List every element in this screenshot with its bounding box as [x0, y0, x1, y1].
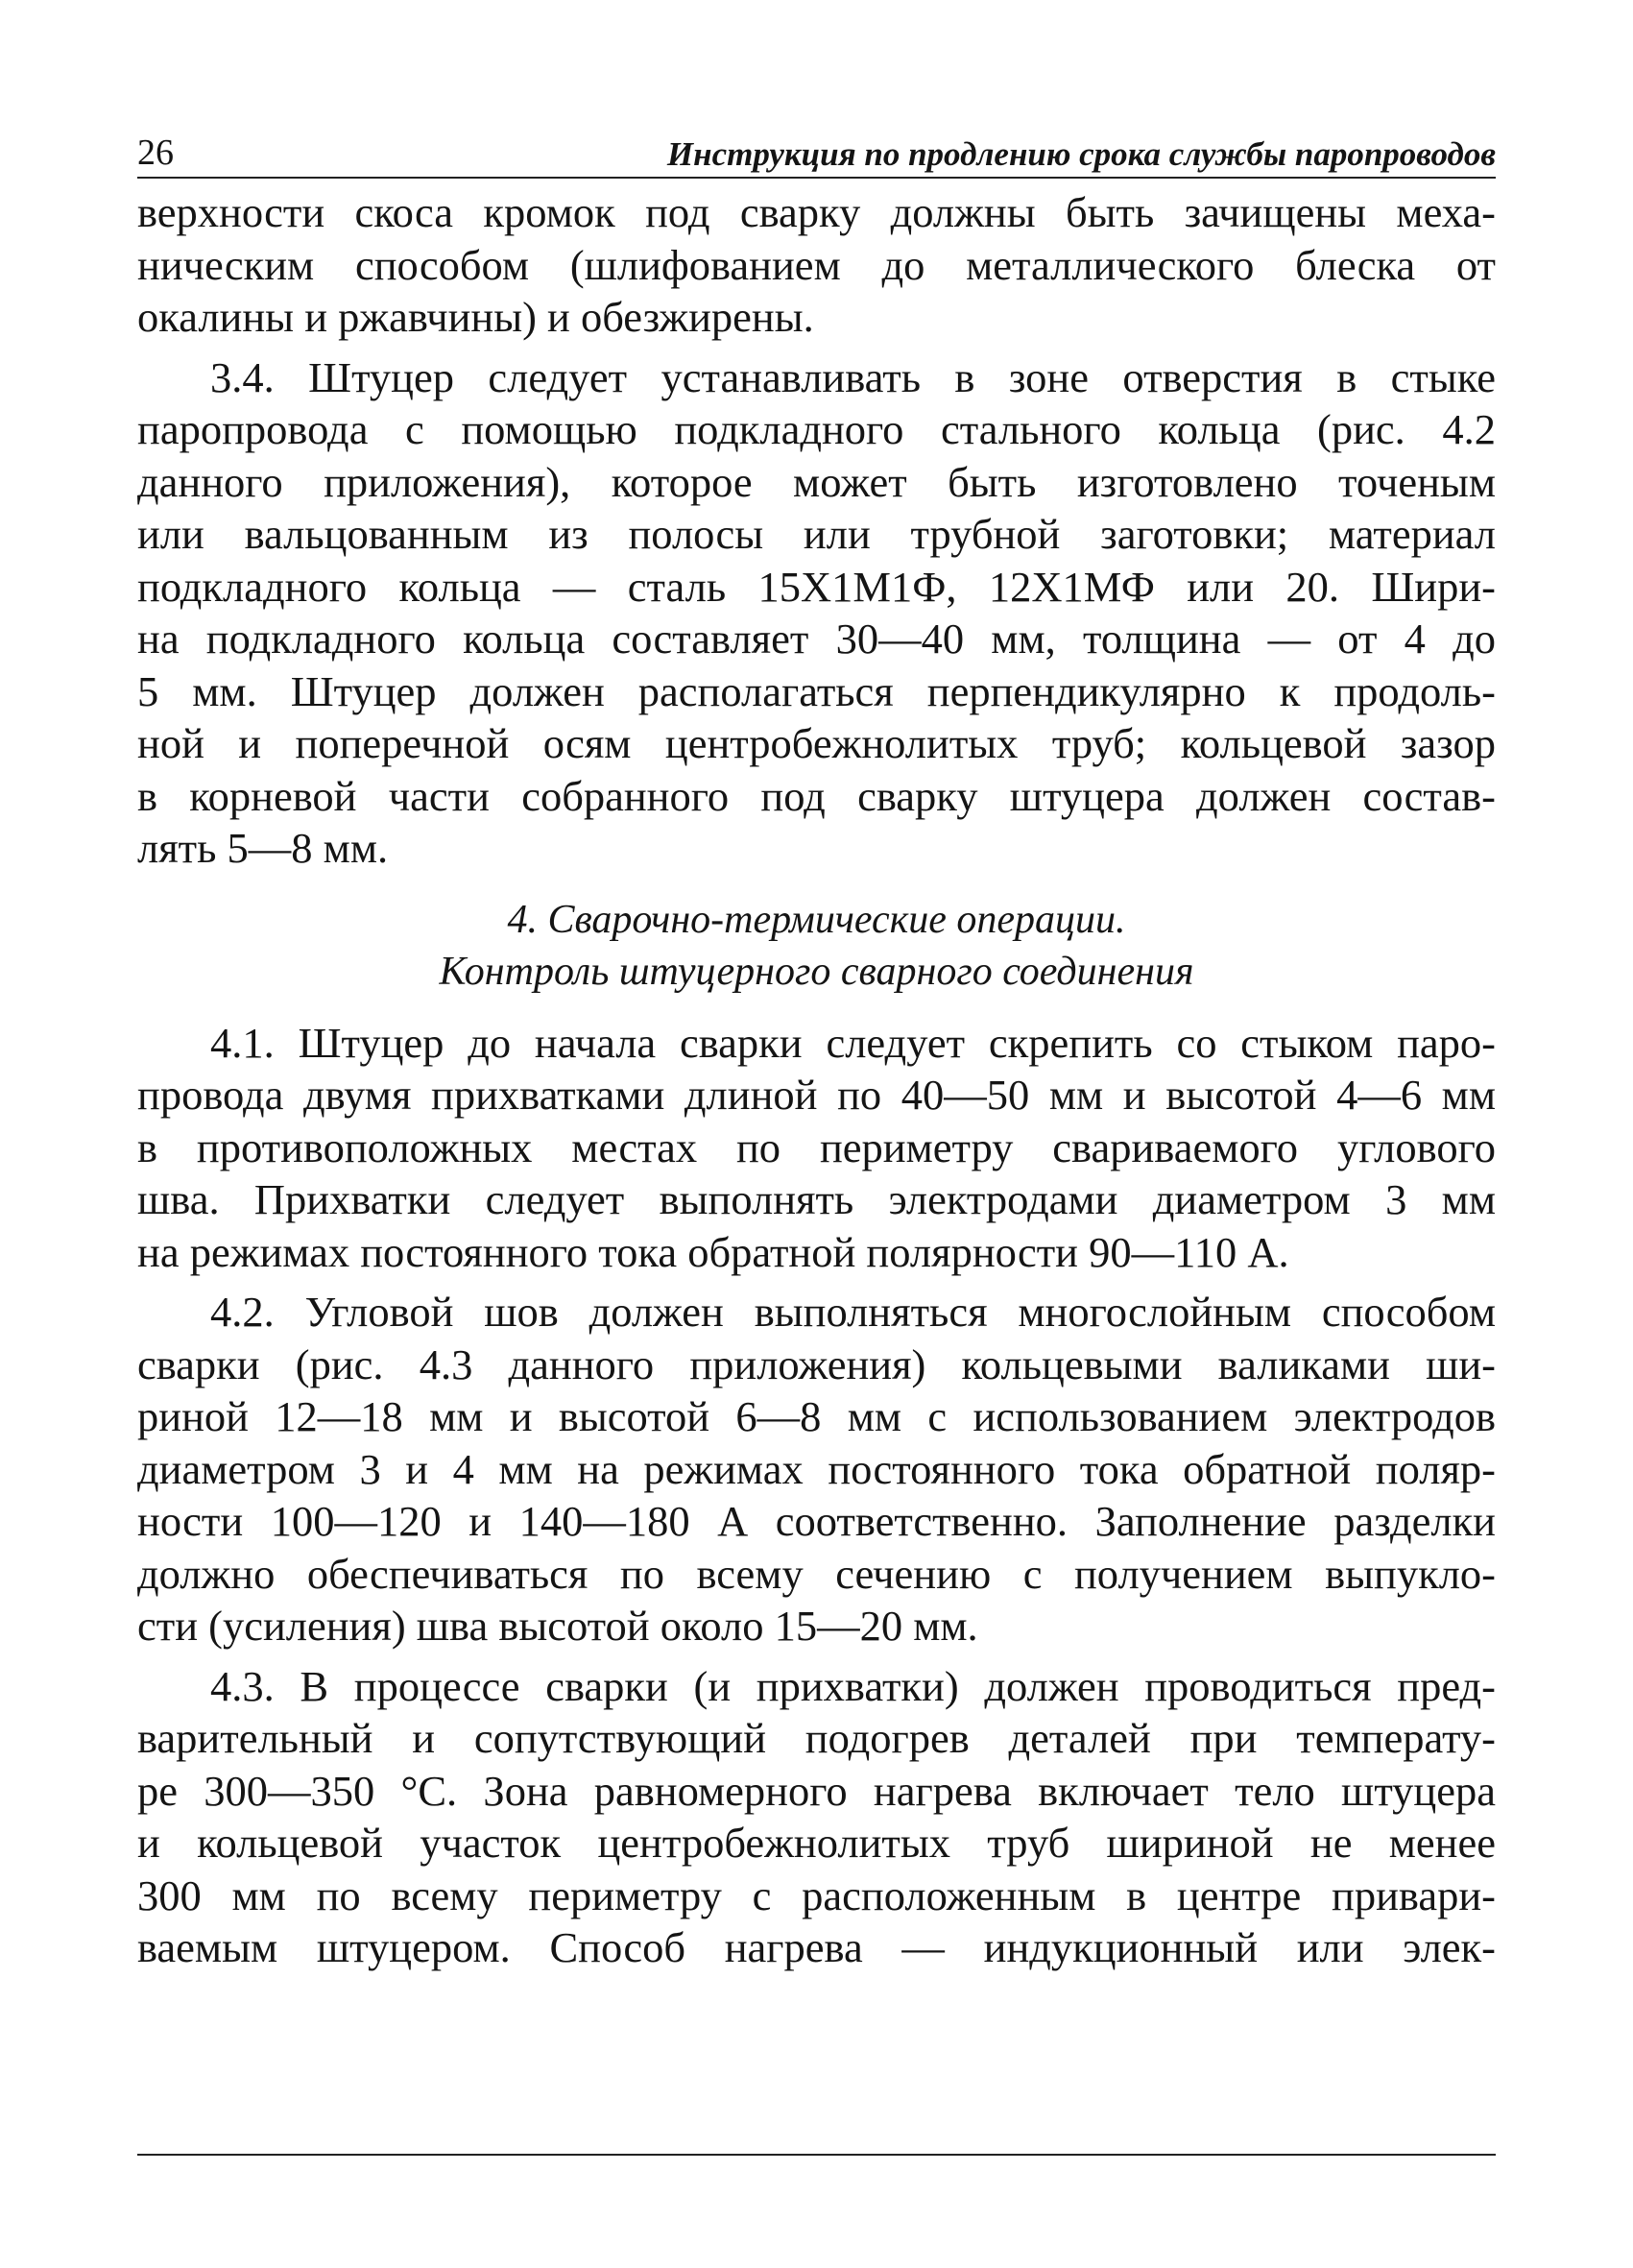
text-line: верхности скоса кромок под сварку должны быть зачищены меха-: [137, 188, 1496, 236]
page-header: [137, 123, 1496, 177]
text-line: окалины и ржавчины) и обезжирены.: [137, 293, 814, 341]
section-heading-line-2: Контроль штуцерного сварного соединения: [439, 949, 1194, 994]
text-line: или вальцованным из полосы или трубной заготовки; материал: [137, 510, 1496, 558]
paragraph-continuation: [137, 186, 1496, 344]
text-line: 4.2. Угловой шов должен выполняться многослойным способом: [210, 1288, 1496, 1336]
text-line: и кольцевой участок центробежнолитых труб шириной не менее: [137, 1819, 1496, 1867]
paragraph-4-3: [137, 1660, 1496, 1974]
text-line: 5 мм. Штуцер должен располагаться перпендикулярно к продоль-: [137, 666, 1496, 715]
text-line: на режимах постоянного тока обратной полярности 90—110 А.: [137, 1227, 1289, 1276]
text-line: 4.3. В процессе сварки (и прихватки) должен проводиться пред-: [210, 1661, 1496, 1710]
paragraph-3-4: [137, 351, 1496, 875]
paragraph-4-1: [137, 1017, 1496, 1279]
text-line: лять 5—8 мм.: [137, 824, 389, 872]
text-line: в противоположных местах по периметру свариваемого углового: [137, 1122, 1496, 1171]
section-heading: [137, 894, 1496, 998]
text-line: ническим способом (шлифованием до металлического блеска от: [137, 240, 1496, 289]
text-line: должно обеспечиваться по всему сечению с получением выпукло-: [137, 1549, 1496, 1598]
body-text: [137, 186, 1496, 1974]
text-line: на подкладного кольца составляет 30—40 мм, толщина — от 4 до: [137, 615, 1496, 663]
text-line: данного приложения), которое может быть изготовлено точеным: [137, 457, 1496, 506]
page-number: 26: [137, 133, 174, 173]
text-line: 3.4. Штуцер следует устанавливать в зоне отверстия в стыке: [210, 352, 1496, 401]
header-rule: [137, 177, 1496, 179]
text-line: провода двумя прихватками длиной по 40—50 мм и высотой 4—6 мм: [137, 1071, 1496, 1119]
text-line: паропровода с помощью подкладного стального кольца (рис. 4.2: [137, 405, 1496, 453]
paragraph-4-2: [137, 1286, 1496, 1653]
text-line: шва. Прихватки следует выполнять электродами диаметром 3 мм: [137, 1175, 1496, 1223]
text-line: ре 300—350 °С. Зона равномерного нагрева включает тело штуцера: [137, 1766, 1496, 1815]
text-line: сти (усиления) шва высотой около 15—20 мм.: [137, 1602, 978, 1650]
section-heading-line-1: 4. Сварочно-термические операции.: [507, 897, 1126, 942]
text-line: в корневой части собранного под сварку штуцера должен состав-: [137, 771, 1496, 820]
text-line: ваемым штуцером. Способ нагрева — индукционный или элек-: [137, 1923, 1496, 1971]
text-line: 300 мм по всему периметру с расположенным в центре привари-: [137, 1870, 1496, 1919]
text-line: ности 100—120 и 140—180 А соответственно. Заполнение разделки: [137, 1497, 1496, 1545]
text-line: варительный и сопутствующий подогрев деталей при температу-: [137, 1714, 1496, 1762]
text-line: риной 12—18 мм и высотой 6—8 мм с использованием электродов: [137, 1392, 1496, 1440]
text-line: сварки (рис. 4.3 данного приложения) кольцевыми валиками ши-: [137, 1339, 1496, 1388]
running-title: Инструкция по продлению срока службы паропроводов: [666, 135, 1496, 173]
footer-rule: [137, 2154, 1496, 2156]
text-line: 4.1. Штуцер до начала сварки следует скрепить со стыком паро-: [210, 1018, 1496, 1067]
text-line: подкладного кольца — сталь 15Х1М1Ф, 12Х1МФ или 20. Шири-: [137, 562, 1496, 611]
text-line: ной и поперечной осям центробежнолитых труб; кольцевой зазор: [137, 719, 1496, 767]
text-line: диаметром 3 и 4 мм на режимах постоянного тока обратной поляр-: [137, 1444, 1496, 1493]
